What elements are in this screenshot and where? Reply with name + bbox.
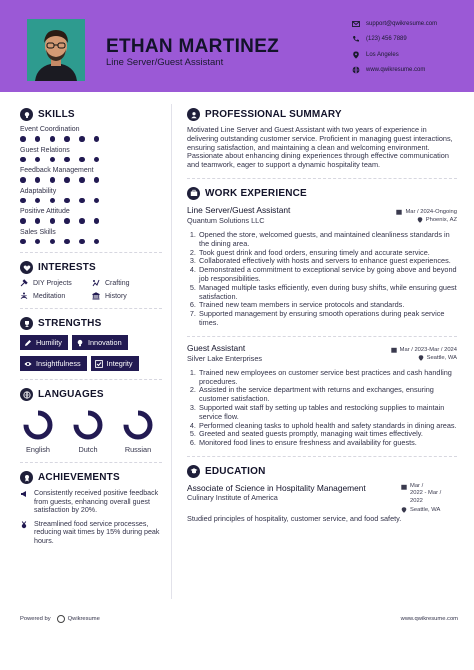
history-icon <box>92 292 100 300</box>
rating-dot <box>94 177 100 183</box>
strengths-heading: STRENGTHS <box>20 317 162 330</box>
strength-tag: Integrity <box>91 356 139 371</box>
rating-dot <box>109 157 115 163</box>
email-icon <box>352 20 360 28</box>
achievement-item: Streamlined food service processes, reducing wait times by 15% during peak hours. <box>20 520 162 546</box>
contact-list <box>352 16 437 78</box>
rating-dot <box>20 218 26 224</box>
location-pin-icon <box>417 217 423 223</box>
check-icon <box>95 360 103 368</box>
summary-heading: PROFESSIONAL SUMMARY <box>187 108 457 121</box>
school-name: Culinary Institute of America <box>187 492 278 502</box>
job-location: Seattle, WA <box>418 354 457 363</box>
rating-dot <box>35 157 41 163</box>
rating-dot <box>79 239 85 245</box>
interests-list <box>20 279 162 300</box>
rating-dot <box>79 198 85 204</box>
job-duty: 3. Supported wait staff by setting up tables and restocking supplies to maintain service flow. <box>198 404 457 422</box>
rating-dot <box>79 157 85 163</box>
right-column <box>187 108 457 524</box>
candidate-title: Line Server/Guest Assistant <box>106 57 224 68</box>
contact-email[interactable] <box>352 16 437 32</box>
summary-section <box>187 108 457 170</box>
interests-heading: INTERESTS <box>20 261 162 274</box>
job-duty: 2. Took guest drink and food orders, ensuring timely and accurate service. <box>198 249 457 258</box>
job-duty: 5. Managed multiple tasks efficiently, even during busy shifts, while ensuring guest satisfaction. <box>198 284 457 302</box>
interest-item: Meditation <box>20 292 92 300</box>
rating-dot <box>35 218 41 224</box>
diy-icon <box>20 279 28 287</box>
briefcase-icon <box>187 187 200 200</box>
rating-dot <box>109 239 115 245</box>
skill-rating <box>20 177 162 183</box>
rating-dot <box>64 157 70 163</box>
rating-dot <box>64 239 70 245</box>
rating-dot <box>50 239 56 245</box>
rating-dot <box>94 136 100 142</box>
section-divider <box>20 462 162 463</box>
interest-item: Crafting <box>92 279 162 287</box>
qwikresume-logo-icon <box>57 615 65 623</box>
profile-photo <box>27 19 85 81</box>
rating-dot <box>20 177 26 183</box>
rating-dot <box>124 177 130 183</box>
section-divider <box>187 178 457 179</box>
eye-icon <box>24 360 32 368</box>
globe-icon <box>20 388 33 401</box>
phone-icon <box>352 35 360 43</box>
language-gauge <box>122 409 154 441</box>
work-heading: WORK EXPERIENCE <box>187 187 457 200</box>
job-entry <box>187 205 457 328</box>
languages-heading: LANGUAGES <box>20 388 162 401</box>
job-duty: 6. Monitored food lines to ensure freshness and availability for guests. <box>198 439 457 448</box>
interests-section <box>20 261 162 300</box>
skill-name: Event Coordination <box>20 126 80 133</box>
rating-dot <box>35 239 41 245</box>
job-duty: 1. Opened the store, welcomed guests, and maintained cleanliness standards in the dining area. <box>198 231 457 249</box>
rating-dot <box>64 177 70 183</box>
rating-dot <box>124 218 130 224</box>
work-section <box>187 187 457 448</box>
location-pin-icon <box>352 51 360 59</box>
degree-title: Associate of Science in Hospitality Management <box>187 482 366 493</box>
skills-heading: SKILLS <box>20 108 162 121</box>
language-label: Dutch <box>78 445 98 454</box>
language-label: Russian <box>124 445 152 454</box>
skills-section <box>20 108 162 244</box>
education-location: Seattle, WA <box>401 507 457 513</box>
interest-item: History <box>92 292 162 300</box>
rating-dot <box>94 157 100 163</box>
job-duty: 7. Supported management by ensuring smooth operations during peak service times. <box>198 310 457 328</box>
footer-url[interactable]: www.qwikresume.com <box>400 616 458 622</box>
skill-name: Adaptability <box>20 187 57 195</box>
calendar-icon <box>401 484 407 490</box>
rating-dot <box>124 136 130 142</box>
education-heading: EDUCATION <box>187 465 457 478</box>
footer <box>20 611 458 627</box>
contact-phone-text: (123) 456 7889 <box>366 36 407 43</box>
graduation-cap-icon <box>187 465 200 478</box>
summary-text: Motivated Line Server and Guest Assistant with two years of experience in delivering outstanding customer service. Proficient in managing guest interactions, ensuring satisfaction, and maintaining a clean and welcoming environment. Passionate about enhancing dining experiences through effective communication and teamwork, eager to support a dynamic hospitality team. <box>187 125 453 170</box>
section-divider <box>20 308 162 309</box>
job-duties <box>198 369 457 448</box>
job-date: Mar / 2024-Ongoing <box>396 209 457 215</box>
rating-dot <box>109 198 115 204</box>
globe-icon <box>352 66 360 74</box>
rating-dot <box>64 218 70 224</box>
strengths-section <box>20 317 162 371</box>
left-column <box>20 108 162 546</box>
job-date: Mar / 2023-Mar / 2024 <box>391 347 457 353</box>
calendar-icon <box>391 347 397 353</box>
contact-email-text: support@qwikresume.com <box>366 20 438 27</box>
location-pin-icon <box>401 507 407 513</box>
rating-dot <box>109 218 115 224</box>
job-company: Quantum Solutions LLC <box>187 215 265 225</box>
contact-website-text: www.qwikresume.com <box>366 67 426 74</box>
skill-rating <box>20 218 162 224</box>
rating-dot <box>35 177 41 183</box>
skill-rating <box>20 136 162 142</box>
education-section <box>187 465 457 524</box>
rating-dot <box>50 157 56 163</box>
user-icon <box>187 108 200 121</box>
contact-location <box>352 47 437 63</box>
education-date: Mar / 2022 - Mar / 2022 <box>401 483 457 506</box>
strength-tag: Insightfulness <box>20 356 87 371</box>
rating-dot <box>64 136 70 142</box>
footer-brand[interactable]: Powered by Qwikresume <box>20 616 100 622</box>
lightbulb-icon <box>76 339 84 347</box>
job-duty: 5. Greeted and seated guests promptly, managing wait times effectively. <box>198 430 457 439</box>
job-company: Silver Lake Enterprises <box>187 353 263 363</box>
rating-dot <box>20 239 26 245</box>
language-gauge <box>22 409 54 441</box>
achievements-section <box>20 471 162 546</box>
rating-dot <box>50 198 56 204</box>
job-entry <box>187 343 457 448</box>
strengths-list <box>20 335 162 371</box>
skill-name: Positive Attitude <box>20 208 70 215</box>
job-duty: 4. Performed cleaning tasks to uphold health and safety standards in dining areas. <box>198 422 457 431</box>
resume-header <box>0 0 474 92</box>
rating-dot <box>124 198 130 204</box>
section-divider <box>20 252 162 253</box>
education-text: Studied principles of hospitality, customer service, and food safety. <box>187 514 402 524</box>
contact-website[interactable] <box>352 63 437 79</box>
rating-dot <box>79 218 85 224</box>
contact-phone[interactable] <box>352 32 437 48</box>
contact-location-text: Los Angeles <box>366 51 399 58</box>
job-duty: 4. Demonstrated a commitment to exceptional service by going above and beyond job responsibilities. <box>198 266 457 284</box>
job-duty: 6. Trained new team members in service protocols and standards. <box>198 301 457 310</box>
rating-dot <box>50 218 56 224</box>
lightbulb-icon <box>20 108 33 121</box>
section-divider <box>187 456 457 457</box>
rating-dot <box>79 136 85 142</box>
interest-item: DIY Projects <box>20 279 92 287</box>
location-pin-icon <box>418 355 424 361</box>
rating-dot <box>35 136 41 142</box>
skill-name: Sales Skills <box>20 228 56 236</box>
rating-dot <box>35 198 41 204</box>
language-item <box>20 409 56 454</box>
meditation-icon <box>20 292 28 300</box>
bullhorn-icon <box>20 490 28 498</box>
language-item <box>70 409 106 454</box>
trophy-icon <box>20 317 33 330</box>
skill-rating <box>20 198 162 204</box>
rating-dot <box>94 239 100 245</box>
section-divider <box>187 336 457 337</box>
skill-name: Feedback Management <box>20 167 94 174</box>
rating-dot <box>109 136 115 142</box>
crafting-icon <box>92 279 100 287</box>
strength-tag: Innovation <box>72 335 128 350</box>
award-icon <box>20 471 33 484</box>
skill-name: Guest Relations <box>20 146 70 154</box>
rating-dot <box>94 218 100 224</box>
job-title: Line Server/Guest Assistant <box>187 204 291 215</box>
job-location: Phoenix, AZ <box>417 216 457 225</box>
rating-dot <box>20 198 26 204</box>
job-duties <box>198 231 457 328</box>
job-duty: 2. Assisted in the service department with returns and exchanges, ensuring customer satisfaction. <box>198 386 457 404</box>
languages-list <box>20 409 162 454</box>
rating-dot <box>109 177 115 183</box>
rating-dot <box>20 157 26 163</box>
skill-rating <box>20 157 162 163</box>
medal-icon <box>20 521 28 529</box>
skills-list <box>20 126 162 244</box>
rating-dot <box>124 157 130 163</box>
job-title: Guest Assistant <box>187 342 246 353</box>
achievements-heading: ACHIEVEMENTS <box>20 471 162 484</box>
candidate-name: ETHAN MARTINEZ <box>106 36 280 57</box>
column-divider <box>171 104 172 599</box>
calendar-icon <box>396 209 402 215</box>
job-duty: 3. Collaborated effectively with hosts and servers to enhance guest experiences. <box>198 257 457 266</box>
rating-dot <box>50 177 56 183</box>
rating-dot <box>50 136 56 142</box>
languages-section <box>20 388 162 454</box>
language-gauge <box>72 409 104 441</box>
heart-icon <box>20 261 33 274</box>
rating-dot <box>94 198 100 204</box>
rating-dot <box>124 239 130 245</box>
strength-tag: Humility <box>20 335 68 350</box>
rating-dot <box>79 177 85 183</box>
language-item <box>120 409 156 454</box>
section-divider <box>20 379 162 380</box>
pen-icon <box>24 339 32 347</box>
skill-rating <box>20 239 162 245</box>
language-label: English <box>26 445 50 454</box>
rating-dot <box>20 136 26 142</box>
achievement-item: Consistently received positive feedback from guests, enhancing overall guest satisfaction by 20%. <box>20 489 162 515</box>
job-duty: 1. Trained new employees on customer service best practices and cash handling procedures. <box>198 369 457 387</box>
rating-dot <box>64 198 70 204</box>
